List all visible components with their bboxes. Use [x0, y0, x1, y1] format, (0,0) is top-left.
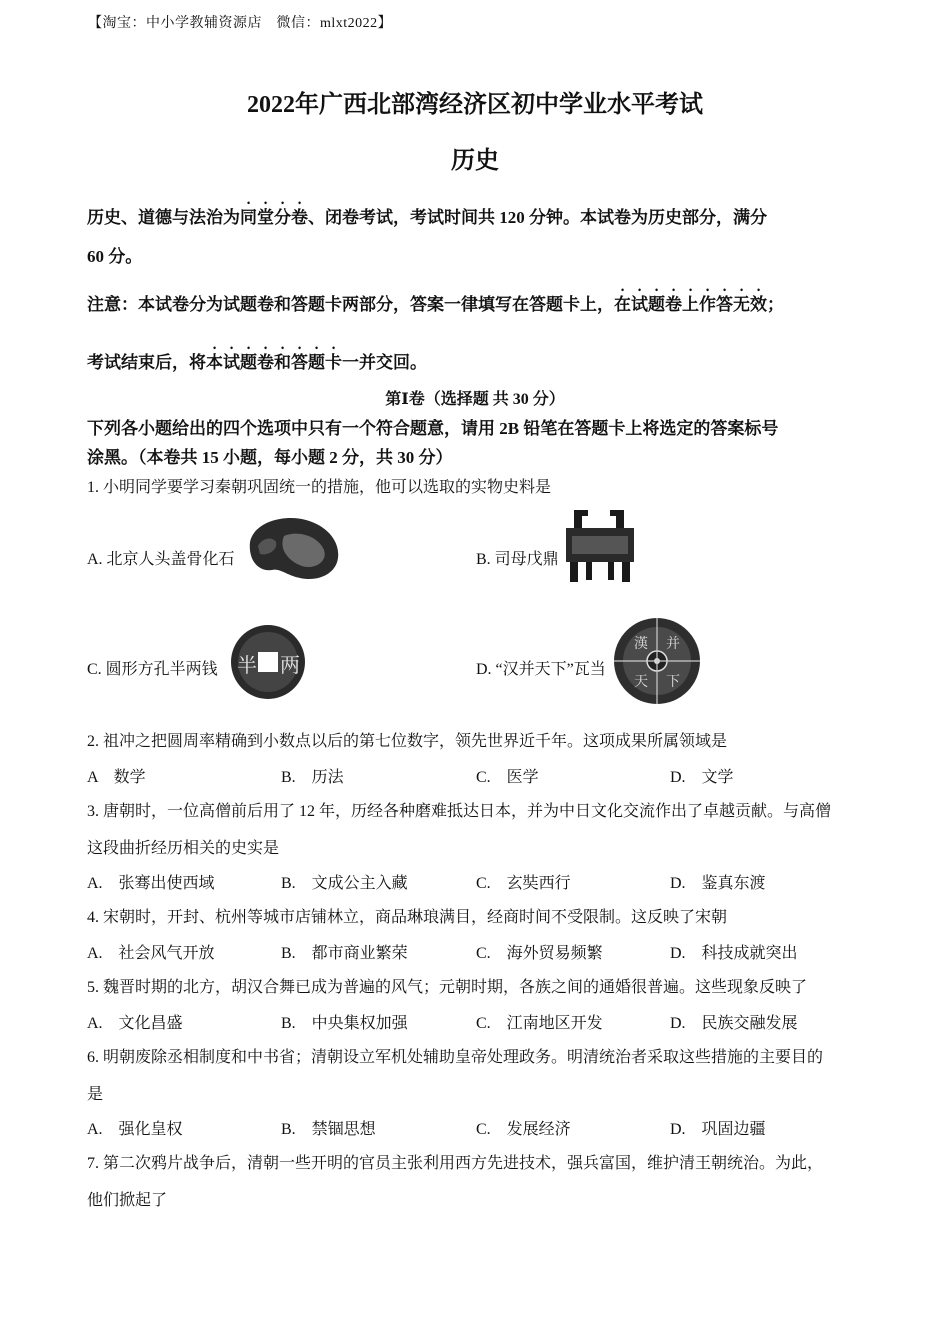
q4-option-d[interactable]: D. 科技成就突出 [670, 945, 798, 962]
banliang-coin-image [228, 622, 308, 702]
q5-option-a[interactable]: A. 文化昌盛 [87, 1015, 183, 1032]
q2-option-b[interactable]: B. 历法 [281, 769, 344, 786]
tile-char-1: 漢 [634, 636, 648, 652]
intro-text: 、闭卷考试，考试时间共 120 分钟。本试卷为历史部分，满分 [308, 208, 767, 227]
intro-emphasis: 同堂分卷 [240, 208, 308, 227]
tile-end-image [612, 616, 702, 706]
notice-emphasis: 本试题卷和答题卡 [206, 353, 342, 372]
notice-text: 考试结束后，将 [87, 353, 206, 372]
coin-char-right: 两 [280, 653, 300, 677]
skull-fossil-image [244, 512, 344, 584]
q6-stem-1: 6. 明朝废除丞相制度和中书省；清朝设立军机处辅助皇帝处理政务。明清统治者采取这些措施的主要目的 [87, 1049, 824, 1066]
header-note: 【淘宝：中小学教辅资源店 微信：mlxt2022】 [88, 16, 393, 31]
q6-option-c[interactable]: C. 发展经济 [476, 1121, 571, 1138]
q5-stem: 5. 魏晋时期的北方，胡汉合舞已成为普遍的风气；元朝时期，各族之间的通婚很普遍。这些现象反映了 [87, 979, 808, 996]
q3-option-b[interactable]: B. 文成公主入藏 [281, 875, 408, 892]
q4-stem: 4. 宋朝时，开封、杭州等城市店铺林立，商品琳琅满目，经商时间不受限制。这反映了宋朝 [87, 909, 728, 926]
section-heading: 第Ⅰ卷（选择题 共 30 分） [385, 391, 565, 408]
q2-stem: 2. 祖冲之把圆周率精确到小数点以后的第七位数字，领先世界近千年。这项成果所属领域是 [87, 733, 728, 750]
q5-option-d[interactable]: D. 民族交融发展 [670, 1015, 798, 1032]
bronze-ding-image [560, 506, 640, 584]
q3-option-d[interactable]: D. 鉴真东渡 [670, 875, 766, 892]
intro-text: 历史、道德与法治为 [87, 208, 240, 227]
q3-option-a[interactable]: A. 张骞出使西域 [87, 875, 215, 892]
q2-option-c[interactable]: C. 医学 [476, 769, 539, 786]
q6-stem-2: 是 [87, 1086, 104, 1103]
notice-emphasis: 在试题卷上作答无效 [614, 295, 767, 314]
tile-char-2: 并 [666, 636, 680, 652]
intro-line-2: 60 分。 [87, 247, 143, 266]
q2-option-d[interactable]: D. 文学 [670, 769, 734, 786]
section-instruction-2: 涂黑。（本卷共 15 小题，每小题 2 分，共 30 分） [87, 448, 453, 467]
q6-option-d[interactable]: D. 巩固边疆 [670, 1121, 766, 1138]
q7-stem-1: 7. 第二次鸦片战争后，清朝一些开明的官员主张利用西方先进技术，强兵富国，维护清王朝统治。为此， [87, 1155, 824, 1172]
q5-option-c[interactable]: C. 江南地区开发 [476, 1015, 603, 1032]
exam-title: 2022年广西北部湾经济区初中学业水平考试 [247, 92, 703, 118]
q3-stem-2: 这段曲折经历相关的史实是 [87, 840, 280, 857]
coin-char-left: 半 [237, 653, 257, 677]
q1-option-c[interactable]: C. 圆形方孔半两钱 [87, 661, 218, 678]
q3-option-c[interactable]: C. 玄奘西行 [476, 875, 571, 892]
section-instruction-1: 下列各小题给出的四个选项中只有一个符合题意，请用 2B 铅笔在答题卡上将选定的答案标号 [87, 419, 779, 438]
q6-option-a[interactable]: A. 强化皇权 [87, 1121, 183, 1138]
notice-text: ； [767, 295, 784, 314]
subject-title: 历史 [451, 148, 499, 174]
q1-stem: 1. 小明同学要学习秦朝巩固统一的措施，他可以选取的实物史料是 [87, 479, 552, 496]
notice-line-1 [87, 285, 877, 315]
q7-stem-2: 他们掀起了 [87, 1192, 168, 1209]
q4-option-c[interactable]: C. 海外贸易频繁 [476, 945, 603, 962]
q1-option-a[interactable]: A. 北京人头盖骨化石 [87, 551, 235, 568]
q4-option-a[interactable]: A. 社会风气开放 [87, 945, 215, 962]
notice-line-2 [87, 343, 867, 373]
q1-option-d[interactable]: D. “汉并天下”瓦当 [476, 661, 606, 678]
q6-option-b[interactable]: B. 禁锢思想 [281, 1121, 376, 1138]
notice-text: 注意：本试卷分为试题卷和答题卡两部分，答案一律填写在答题卡上， [87, 295, 614, 314]
q4-option-b[interactable]: B. 都市商业繁荣 [281, 945, 408, 962]
notice-text: 一并交回。 [342, 353, 427, 372]
intro-line-1 [87, 198, 867, 228]
q2-option-a[interactable]: A 数学 [87, 769, 146, 786]
q5-option-b[interactable]: B. 中央集权加强 [281, 1015, 408, 1032]
tile-char-3: 天 [634, 674, 648, 690]
tile-char-4: 下 [666, 674, 680, 690]
q3-stem-1: 3. 唐朝时，一位高僧前后用了 12 年，历经各种磨难抵达日本，并为中日文化交流作出了卓越贡献。与高僧 [87, 803, 832, 820]
q1-option-b[interactable]: B. 司母戊鼎 [476, 551, 559, 568]
